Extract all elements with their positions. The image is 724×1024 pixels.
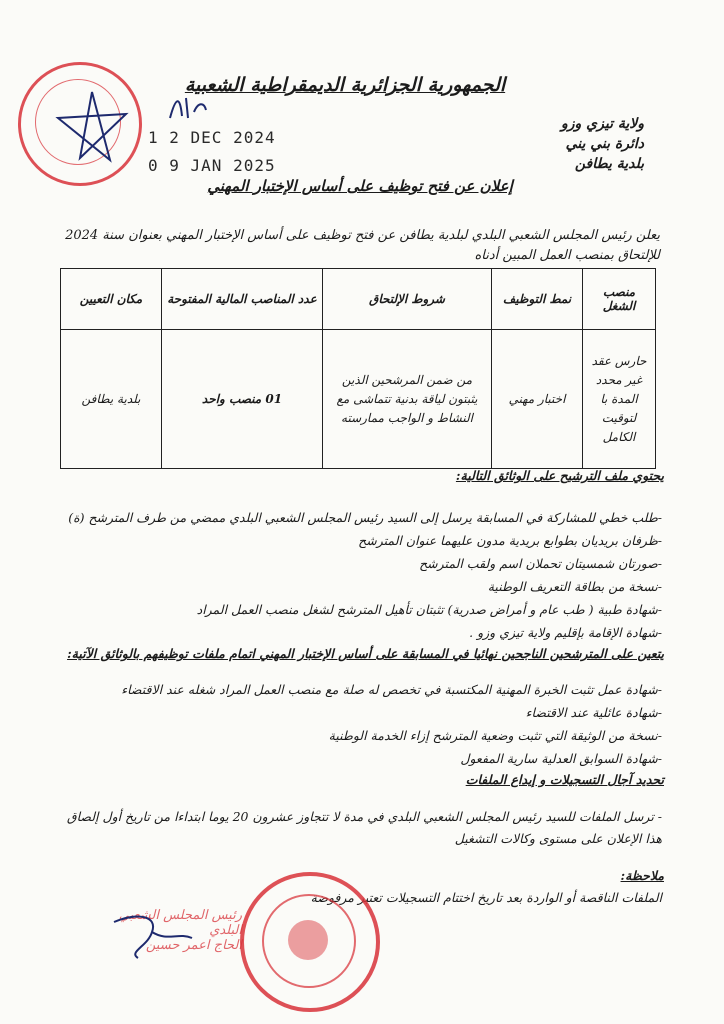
table-header: مكان التعيين: [61, 269, 162, 330]
wilaya-name: ولاية تيزي وزو: [561, 116, 644, 132]
note-heading: ملاحظة:: [620, 868, 664, 883]
announcement-title: إعلان عن فتح توظيف على أساس الإختبار المهني: [207, 177, 513, 195]
list-item: -شهادة السوابق العدلية سارية المفعول: [460, 751, 662, 766]
intro-paragraph: يعلن رئيس المجلس الشعبي البلدي لبلدية يطافن عن فتح توظيف على أساس الإختبار المهني بعنوان سنة 2024 للإلتحاق بمنصب العمل المبين أدناه: [65, 228, 660, 263]
list-item: -نسخة من بطاقة التعريف الوطنية: [487, 579, 662, 594]
candidacy-heading: يحتوي ملف الترشيح على الوثائق التالية:: [455, 468, 664, 483]
table-header: منصب الشغل: [583, 269, 656, 330]
signature-name: الحاج اعمر حسين: [145, 938, 242, 953]
daira-name: دائرة بني يني: [565, 136, 644, 152]
list-item: -نسخة من الوثيقة التي تثبت وضعية المترشح إزاء الخدمة الوطنية: [328, 728, 662, 743]
table-header-row: [61, 269, 656, 330]
table-header: شروط الإلتحاق: [323, 269, 492, 330]
star-signature-icon: [52, 88, 132, 168]
table-header: عدد المناصب المالية المفتوحة: [162, 269, 323, 330]
list-item: -شهادة عمل تثبت الخبرة المهنية المكتسبة في تخصص له صلة مع منصب العمل المراد شغله عند الاقتضاء: [121, 682, 662, 697]
handwritten-initials-icon: [166, 92, 216, 122]
list-item: -ظرفان بريديان بطوابع بريدية مدون عليهما عنوان المترشح: [358, 533, 662, 548]
commune-name: بلدية يطافن: [574, 156, 644, 172]
received-date-2: 0 9 JAN 2025: [148, 156, 276, 175]
table-cell: حارس عقد غير محدد المدة با لتوقيت الكامل: [583, 330, 656, 469]
list-item: -صورتان شمسيتان تحملان اسم ولقب المترشح: [419, 556, 662, 571]
list-item: -شهادة طبية ( طب عام و أمراض صدرية) تثبتان تأهيل المترشح لشغل منصب العمل المراد: [196, 602, 662, 617]
table-row: [61, 330, 656, 469]
list-item: -شهادة الإقامة بإقليم ولاية تيزي وزو .: [469, 625, 662, 640]
note-text: الملفات الناقصة أو الواردة بعد تاريخ اختتام التسجيلات تعتبر مرفوضة: [310, 890, 662, 905]
job-table: [60, 268, 656, 469]
signature-title: رئيس المجلس الشعبي البلدي: [118, 908, 242, 938]
signature-icon: [108, 902, 198, 962]
successful-candidates-heading: يتعين على المترشحين الناجحين نهائيا في المسابقة على أساس الإختبار المهني اتمام ملفات توظيفهم بالوثائق الآتية:: [67, 646, 664, 661]
deadlines-heading: تحديد آجال التسجيلات و إيداع الملفات: [465, 772, 664, 787]
table-header: نمط التوظيف: [492, 269, 583, 330]
table-cell: اختبار مهني: [492, 330, 583, 469]
official-seal: [240, 872, 380, 1012]
deadlines-text: - ترسل الملفات للسيد رئيس المجلس الشعبي البلدي في مدة لا تتجاوز عشرون 20 يوما ابتداءا من تاريخ أول إلصاق هذا الإعلان على مستوى وكالات التشغيل: [66, 809, 662, 846]
table-cell: من ضمن المرشحين الذين يثبتون لياقة بدنية تتماشى مع النشاط و الواجب ممارسته: [323, 330, 492, 469]
table-cell: 01 منصب واحد: [162, 330, 323, 469]
received-date-1: 1 2 DEC 2024: [148, 128, 276, 147]
table-cell: بلدية يطافن: [61, 330, 162, 469]
republic-title: الجمهورية الجزائرية الديمقراطية الشعبية: [184, 74, 506, 96]
list-item: -طلب خطي للمشاركة في المسابقة يرسل إلى السيد رئيس المجلس الشعبي البلدي ممضي من طرف المترشح (ة): [68, 510, 662, 525]
list-item: -شهادة عائلية عند الاقتضاء: [525, 705, 662, 720]
